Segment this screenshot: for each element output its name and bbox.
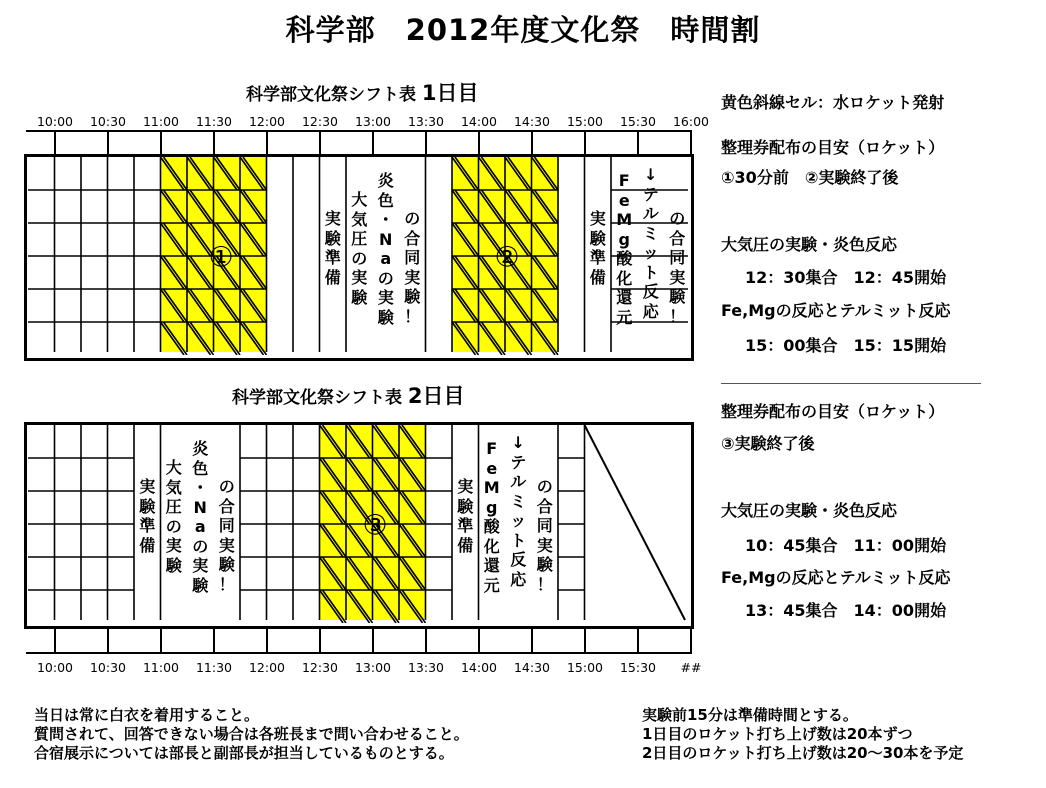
vertical-char: 験 xyxy=(589,228,606,248)
footer-left-line: 合宿展示については部長と副部長が担当しているものとする。 xyxy=(34,744,454,762)
prep-label xyxy=(585,209,612,287)
vertical-char: 同 xyxy=(218,516,235,535)
time-label: 14:30 xyxy=(513,660,551,675)
time-label: 10:30 xyxy=(89,660,127,675)
vertical-char: 色 xyxy=(192,458,209,478)
vertical-char: 備 xyxy=(589,267,606,287)
footer-left-line: 質問されて、回答できない場合は各班長まで問い合わせること。 xyxy=(34,725,469,743)
vertical-char: 合 xyxy=(536,496,553,516)
vertical-char: 験 xyxy=(457,496,474,516)
time-label: 12:00 xyxy=(248,114,286,129)
vertical-char: 験 xyxy=(165,555,182,575)
day2-title-prefix: 科学部文化祭シフト表 xyxy=(232,388,402,408)
vertical-char: g xyxy=(618,229,630,249)
vertical-char: 備 xyxy=(139,535,156,555)
time-label: 15:00 xyxy=(566,660,604,675)
vertical-char: 色 xyxy=(377,190,394,210)
vertical-char: ・ xyxy=(192,478,209,497)
notes1-exp1: 大気圧の実験・炎色反応 xyxy=(721,235,898,254)
vertical-char: の xyxy=(351,248,368,268)
vertical-char: 実 xyxy=(377,288,394,307)
day1-title-day: 1日目 xyxy=(421,81,479,105)
footer-right-line: 実験前15分は準備時間とする。 xyxy=(642,706,858,724)
vertical-char: ↓ xyxy=(644,165,658,184)
vertical-char: 実 xyxy=(165,536,182,555)
time-label: 11:00 xyxy=(142,660,180,675)
footer-right-note xyxy=(642,706,963,763)
vertical-char: 準 xyxy=(457,516,474,535)
time-label: 12:30 xyxy=(301,114,339,129)
time-label: 11:30 xyxy=(195,114,233,129)
vertical-char: 実 xyxy=(669,267,686,287)
exp1-col-2 xyxy=(373,171,400,327)
vertical-char: ！ xyxy=(536,574,553,594)
exp1-col-3 xyxy=(399,209,426,326)
vertical-char: 酸 xyxy=(483,517,500,536)
notes1-exp1-time: 12：30集合 12：45開始 xyxy=(745,268,947,287)
day2-title xyxy=(232,380,465,410)
prep-label xyxy=(134,477,161,555)
vertical-char: 準 xyxy=(589,248,606,267)
vertical-char: 験 xyxy=(669,287,686,306)
vertical-char: 験 xyxy=(218,555,235,574)
footer-right-line: 2日目のロケット打ち上げ数は20～30本を予定 xyxy=(642,744,964,762)
notes1-exp2: Fe,Mgの反応とテルミット反応 xyxy=(721,301,951,320)
vertical-char: 実 xyxy=(351,268,368,287)
vertical-char: ト xyxy=(510,530,527,550)
vertical-char: 応 xyxy=(510,569,527,589)
vertical-char: g xyxy=(486,497,498,517)
vertical-char: ！ xyxy=(218,574,235,594)
day1-title xyxy=(246,77,479,107)
footer-left-line: 当日は常に白衣を着用すること。 xyxy=(34,706,260,724)
day1-schedule-grid xyxy=(24,154,694,361)
vertical-char: ↓ xyxy=(511,433,525,452)
vertical-char: 同 xyxy=(536,516,553,535)
vertical-char: の xyxy=(192,536,209,556)
exp2-col-1 xyxy=(479,439,506,595)
vertical-char: 験 xyxy=(192,575,209,595)
vertical-char: の xyxy=(404,209,421,228)
rocket-number: ③ xyxy=(362,508,388,542)
vertical-char: 圧 xyxy=(351,229,368,248)
exp2-col-3 xyxy=(664,209,691,326)
day1-title-prefix: 科学部文化祭シフト表 xyxy=(246,85,416,105)
notes2-ticket-timing: ③実験終了後 xyxy=(721,434,815,453)
vertical-char: a xyxy=(194,517,206,536)
vertical-char: 炎 xyxy=(377,171,394,190)
exp2-col-2 xyxy=(505,433,532,589)
vertical-char: 合 xyxy=(218,496,235,516)
exp2-col-2 xyxy=(638,165,665,321)
time-label: 11:30 xyxy=(195,660,233,675)
vertical-char: 実 xyxy=(589,209,606,228)
vertical-char: 応 xyxy=(642,301,659,321)
vertical-char: 実 xyxy=(218,535,235,555)
vertical-char: の xyxy=(377,268,394,288)
page-title: 科学部 2012年度文化祭 時間割 xyxy=(285,13,761,47)
vertical-char: 大 xyxy=(165,458,182,477)
vertical-char: e xyxy=(618,190,630,210)
vertical-char: 気 xyxy=(165,477,182,497)
legend-note: 黄色斜線セル：水ロケット発射 xyxy=(721,93,945,112)
time-label: 10:30 xyxy=(89,114,127,129)
prep-label xyxy=(320,209,347,287)
rocket-number: ② xyxy=(494,240,520,274)
exp1-col-3 xyxy=(214,477,241,594)
vertical-char: ッ xyxy=(510,511,527,530)
rocket-number: ① xyxy=(208,240,234,274)
time-label: 16:00 xyxy=(672,114,710,129)
vertical-char: a xyxy=(380,249,392,268)
vertical-char: 実 xyxy=(139,477,156,496)
notes-divider xyxy=(721,383,981,384)
time-label: 12:30 xyxy=(301,660,339,675)
vertical-char: 反 xyxy=(642,282,659,301)
time-label: 14:00 xyxy=(460,114,498,129)
vertical-char: 備 xyxy=(457,535,474,555)
time-label: 13:00 xyxy=(354,660,392,675)
time-label: 15:30 xyxy=(619,114,657,129)
vertical-char: 元 xyxy=(483,575,500,595)
vertical-char: 化 xyxy=(483,536,500,556)
time-label: 14:30 xyxy=(513,114,551,129)
vertical-char: の xyxy=(536,477,553,496)
exp1-col-2 xyxy=(187,439,214,595)
vertical-char: 還 xyxy=(616,288,633,307)
vertical-char: F xyxy=(618,171,630,190)
notes2-exp1: 大気圧の実験・炎色反応 xyxy=(721,501,898,520)
vertical-char: テ xyxy=(642,184,659,204)
vertical-char: ・ xyxy=(377,210,394,229)
vertical-char: 験 xyxy=(324,228,341,248)
vertical-char: の xyxy=(669,209,686,228)
vertical-char: 験 xyxy=(404,287,421,306)
vertical-char: 同 xyxy=(669,248,686,267)
vertical-char: N xyxy=(379,229,393,249)
vertical-char: ッ xyxy=(642,243,659,262)
vertical-char: 実 xyxy=(192,556,209,575)
vertical-char: e xyxy=(486,458,498,478)
vertical-char: M xyxy=(616,210,633,229)
time-label: 13:30 xyxy=(407,114,445,129)
vertical-char: 同 xyxy=(404,248,421,267)
vertical-char: 反 xyxy=(510,550,527,569)
time-label: 14:00 xyxy=(460,660,498,675)
vertical-char: 炎 xyxy=(192,439,209,458)
vertical-char: 実 xyxy=(457,477,474,496)
notes2-ticket: 整理券配布の目安（ロケット） xyxy=(721,402,945,421)
notes2-exp1-time: 10：45集合 11：00開始 xyxy=(745,536,947,555)
notes2-exp2: Fe,Mgの反応とテルミット反応 xyxy=(721,568,951,587)
vertical-char: 圧 xyxy=(165,497,182,516)
vertical-char: ミ xyxy=(510,491,527,511)
vertical-char: 合 xyxy=(669,228,686,248)
vertical-char: N xyxy=(193,497,207,517)
exp1-col-1 xyxy=(346,190,373,307)
vertical-char: 大 xyxy=(351,190,368,209)
exp2-col-3 xyxy=(532,477,559,594)
vertical-char: ！ xyxy=(404,306,421,326)
exp2-col-1 xyxy=(611,171,638,327)
vertical-char: 準 xyxy=(139,516,156,535)
vertical-char: 化 xyxy=(616,268,633,288)
vertical-char: F xyxy=(486,439,498,458)
time-label: 10:00 xyxy=(36,660,74,675)
time-label: 13:30 xyxy=(407,660,445,675)
vertical-char: 合 xyxy=(404,228,421,248)
vertical-char: 還 xyxy=(483,556,500,575)
vertical-char: 準 xyxy=(324,248,341,267)
footer-left-note xyxy=(34,706,469,763)
closed-diagonal xyxy=(585,425,686,620)
vertical-char: の xyxy=(218,477,235,496)
vertical-char: ル xyxy=(510,472,527,491)
grid-lines xyxy=(24,422,688,623)
vertical-char: M xyxy=(483,478,500,497)
day2-title-day: 2日目 xyxy=(407,384,465,408)
day2-schedule-grid xyxy=(24,422,694,629)
vertical-char: 実 xyxy=(536,535,553,555)
vertical-char: の xyxy=(165,516,182,536)
time-label: 13:00 xyxy=(354,114,392,129)
vertical-char: ル xyxy=(642,204,659,223)
time-label: 10:00 xyxy=(36,114,74,129)
time-label: 15:00 xyxy=(566,114,604,129)
footer-right-line: 1日目のロケット打ち上げ数は20本ずつ xyxy=(642,725,913,743)
vertical-char: ！ xyxy=(669,306,686,326)
vertical-char: 元 xyxy=(616,307,633,327)
time-label: 12:00 xyxy=(248,660,286,675)
vertical-char: 験 xyxy=(139,496,156,516)
vertical-char: 実 xyxy=(324,209,341,228)
vertical-char: 験 xyxy=(377,307,394,327)
exp1-col-1 xyxy=(161,458,188,575)
time-label: 11:00 xyxy=(142,114,180,129)
time-label: 15:30 xyxy=(619,660,657,675)
notes1-exp2-time: 15：00集合 15：15開始 xyxy=(745,336,947,355)
vertical-char: 酸 xyxy=(616,249,633,268)
vertical-char: 験 xyxy=(351,287,368,307)
vertical-char: ミ xyxy=(642,223,659,243)
vertical-char: テ xyxy=(510,452,527,472)
vertical-char: 気 xyxy=(351,209,368,229)
prep-label xyxy=(452,477,479,555)
vertical-char: ト xyxy=(642,262,659,282)
vertical-char: 実 xyxy=(404,267,421,287)
vertical-char: 備 xyxy=(324,267,341,287)
notes2-exp2-time: 13：45集合 14：00開始 xyxy=(745,601,947,620)
notes1-ticket-timing: ①30分前 ②実験終了後 xyxy=(721,168,899,187)
time-label: ## xyxy=(680,660,702,675)
notes1-ticket: 整理券配布の目安（ロケット） xyxy=(721,138,945,157)
vertical-char: 験 xyxy=(536,555,553,574)
